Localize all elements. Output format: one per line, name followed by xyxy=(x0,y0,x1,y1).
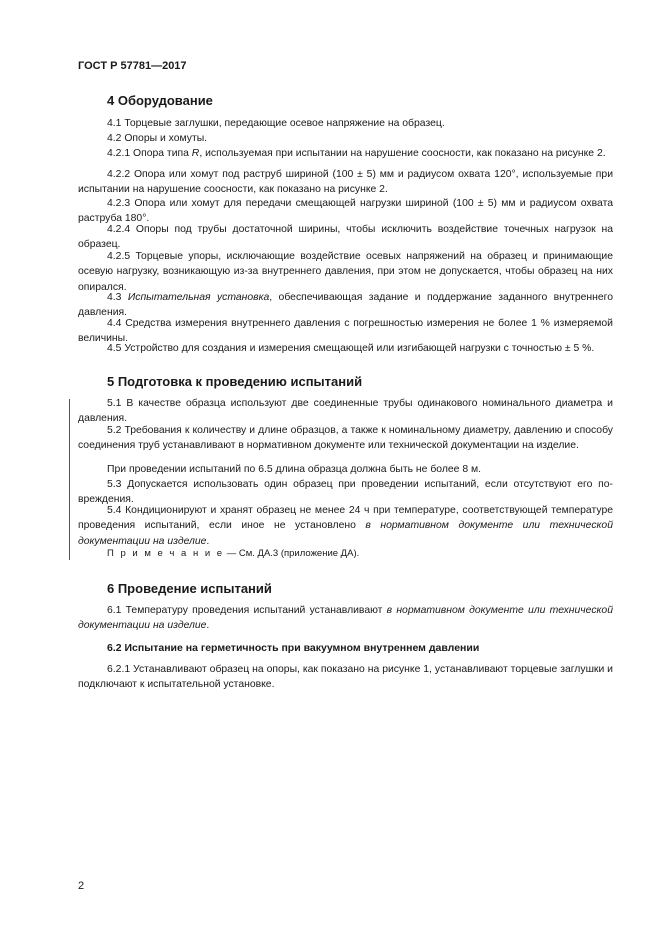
paragraph-6-1: 6.1 Температуру проведения испытаний устанавливают в нормативном документе или технической документации на изделие. xyxy=(78,605,613,632)
revision-bar xyxy=(69,399,70,560)
paragraph-4-2-1: 4.2.1 Опора типа R, используемая при испытании на нарушение соосности, как показано на рисунке 2. xyxy=(107,148,606,159)
note xyxy=(107,548,359,559)
paragraph-4-4: 4.4 Средства измерения внутреннего давления с погрешностью измерения не более 1 % измеряемой величины. xyxy=(78,318,613,345)
paragraph-4-2: 4.2 Опоры и хомуты. xyxy=(107,133,208,144)
section-4-title: 4 Оборудование xyxy=(107,93,213,108)
emphasis-normative-doc-6: в нормативном документе или технической документации на изделие xyxy=(78,605,613,632)
paragraph-4-2-5: 4.2.5 Торцевые упоры, исключающие воздействие осевых напряжений на образец и принимающие осевую нагрузку, возникающую из-за внутреннего давления, при этом не допускается, чтобы образец на них опирался. xyxy=(78,251,613,293)
paragraph-5-2: 5.2 Требования к количеству и длине образцов, а также к номинальному диаметру, давлению и способу соединения труб устанавливают в нормативном документе или технической документации на изделие. xyxy=(78,425,613,452)
paragraph-5-2-length: При проведении испытаний по 6.5 длина образца должна быть не более 8 м. xyxy=(107,464,482,475)
paragraph-4-2-4: 4.2.4 Опоры под трубы достаточной ширины, чтобы исключить воздействие точечных нагрузок на образец. xyxy=(78,224,613,251)
page-number: 2 xyxy=(78,880,85,892)
paragraph-4-1: 4.1 Торцевые заглушки, передающие осевое напряжение на образец. xyxy=(107,118,445,129)
document-header: ГОСТ Р 57781—2017 xyxy=(78,60,187,72)
paragraph-4-3: 4.3 Испытательная установка, обеспечивающая задание и поддержание заданного внутреннего давления. xyxy=(78,292,613,319)
symbol-r: R xyxy=(191,148,200,159)
paragraph-4-2-2: 4.2.2 Опора или хомут под раструб шириной (100 ± 5) мм и радиусом охвата 120°, используемые при испытании на нарушение соосности, как показано на рисунке 2. xyxy=(78,169,613,196)
paragraph-4-2-3: 4.2.3 Опора или хомут для передачи смещающей нагрузки шириной (100 ± 5) мм и радиусом охвата раструба 180°. xyxy=(78,198,613,225)
emphasis-test-installation: Испытательная установка xyxy=(127,292,270,303)
paragraph-5-3: 5.3 Допускается использовать один образец при проведении испытаний, если отсутствуют его повреждения. xyxy=(78,479,613,506)
note-label: П р и м е ч а н и е xyxy=(107,548,225,559)
emphasis-normative-doc: в нормативном документе или технической документации на изделие xyxy=(78,520,613,547)
note-text: — См. ДА.3 (приложение ДА). xyxy=(224,548,360,559)
paragraph-5-4: 5.4 Кондиционируют и хранят образец не менее 24 ч при температуре, соответствующей температуре проведения испытаний, если иное не установлено в нормативном документе или технической документации на изделие. xyxy=(78,505,613,547)
paragraph-5-1: 5.1 В качестве образца используют две соединенные трубы одинакового номинального диаметра и давления. xyxy=(78,398,613,425)
paragraph-4-5: 4.5 Устройство для создания и измерения смещающей или изгибающей нагрузки с точностью ± 5 %. xyxy=(107,343,595,354)
subsection-6-2-title: 6.2 Испытание на герметичность при вакуумном внутреннем давлении xyxy=(107,642,480,654)
section-6-title: 6 Проведение испытаний xyxy=(107,581,272,596)
section-5-title: 5 Подготовка к проведению испытаний xyxy=(107,374,363,389)
paragraph-6-2-1: 6.2.1 Устанавливают образец на опоры, как показано на рисунке 1, устанавливают торцевые заглушки и подключают к испытательной установке. xyxy=(78,664,613,691)
